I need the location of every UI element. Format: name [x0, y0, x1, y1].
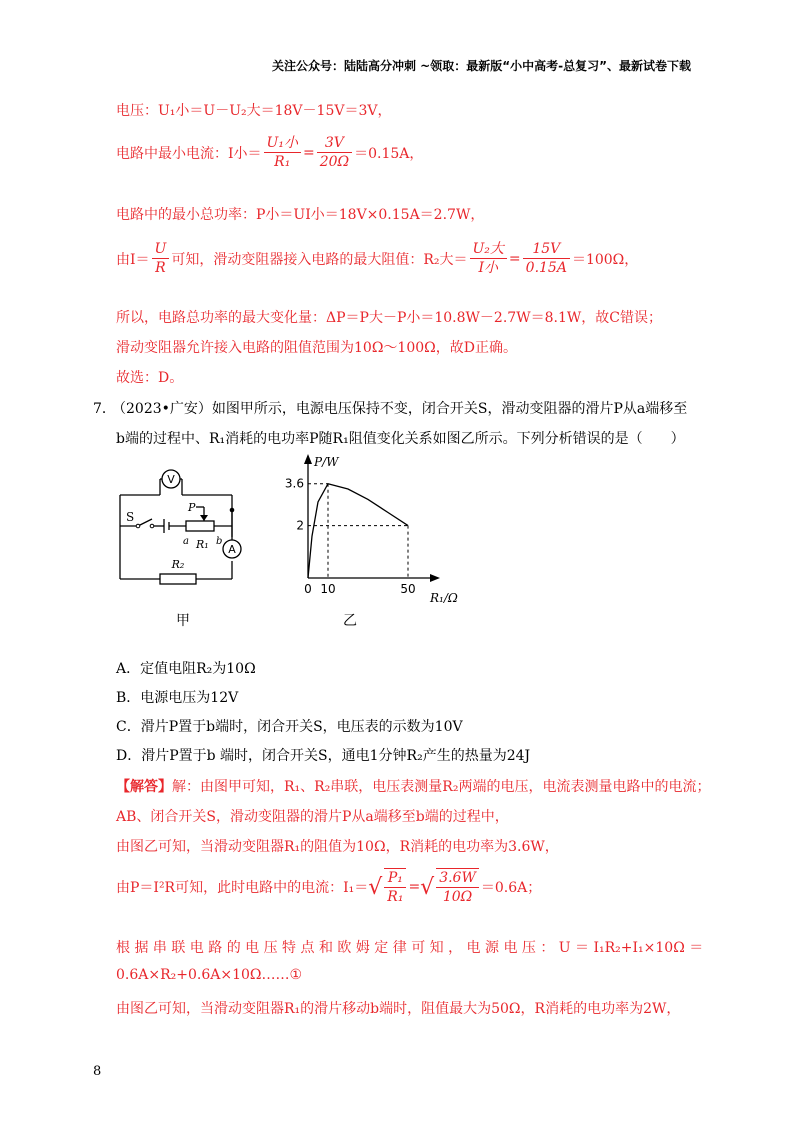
option-d: D．滑片P置于b 端时，闭合开关S，通电1分钟R₂产生的热量为24J [116, 748, 531, 764]
fraction [470, 240, 507, 277]
series-line [308, 484, 408, 578]
text: 电路中最小电流：I小＝ [116, 145, 262, 162]
numerator: U [152, 240, 170, 259]
answer-tag: 【解答】 [116, 779, 172, 795]
answer-current-formula: 由P＝I²R可知，此时电路中的电流：I₁＝ √ $\frac{\text{P₁}}{\text{R₁}}$ = √ $\frac{3.6W}{10\Omega}$ ＝0.6A； [116, 870, 542, 905]
ammeter-label: A [228, 543, 236, 556]
x-tick-label: 10 [320, 582, 336, 596]
solution-min-current: 电路中最小电流：I小＝ $\frac{\text{U₁小}}{\text{R₁}}$ = $\frac{3V}{20\Omega}$ ＝0.15A， [116, 135, 424, 170]
option-a: A．定值电阻R₂为10Ω [116, 661, 256, 677]
fraction [317, 134, 352, 171]
fraction [384, 868, 406, 906]
answer-line: 0.6A×R₂+0.6A×10Ω……① [116, 967, 303, 983]
y-tick-label: 2 [296, 518, 304, 533]
solution-answer: 故选：D。 [116, 370, 184, 386]
text: 由I＝ [116, 251, 150, 268]
end-b-label: b [216, 536, 223, 547]
slider-label: P [188, 501, 196, 514]
denominator: R₁ [387, 889, 404, 905]
text: ＝0.6A； [480, 880, 542, 896]
denominator: 10Ω [442, 889, 473, 905]
text: ＝100Ω， [571, 251, 639, 268]
numerator: U₂大 [470, 240, 507, 259]
x-tick-label: 50 [400, 582, 416, 596]
question-text: （2023•广安）如图甲所示，电源电压保持不变，闭合开关S，滑动变阻器的滑片P从a端移至 [112, 401, 688, 417]
solution-line: 滑动变阻器允许接入电路的阻值范围为10Ω～100Ω，故D正确。 [116, 340, 517, 356]
numerator: 3.6W [436, 869, 479, 888]
fraction [152, 240, 170, 277]
page-header: 关注公众号：陆陆高分冲刺 ~领取：最新版“小中高考-总复习”、最新试卷下载 [272, 59, 691, 73]
y-axis-label: P/W [314, 455, 339, 469]
answer-line: 根 据 串 联 电 路 的 电 压 特 点 和 欧 姆 定 律 可 知 ， 电 源 电 压 ： U ＝ I₁R₂+I₁×10Ω ＝ [116, 940, 704, 956]
r2-label: R₂ [171, 558, 185, 571]
answer-line: 由图乙可知，当滑动变阻器R₁的滑片移动b端时，阻值最大为50Ω，R消耗的电功率为2W， [116, 1001, 681, 1017]
r1-label: R₁ [196, 538, 209, 551]
figure-caption-left: 甲 [176, 613, 190, 629]
power-resistance-chart [270, 450, 470, 610]
numerator: U₁小 [264, 134, 301, 153]
denominator: I小 [478, 260, 498, 276]
question-text: b端的过程中、R₁消耗的电功率P随R₁阻值变化关系如图乙所示。下列分析错误的是（ ） [116, 431, 685, 447]
option-c: C．滑片P置于b端时，闭合开关S，电压表的示数为10V [116, 719, 463, 735]
question-number: 7． [93, 401, 116, 417]
figure-caption-right: 乙 [343, 613, 357, 629]
denominator: 0.15A [525, 260, 567, 276]
denominator: R [155, 260, 166, 276]
circuit-diagram [100, 455, 260, 630]
solution-line: 电路中的最小总功率：P小＝UI小＝18V×0.15A＝2.7W， [116, 207, 485, 223]
solution-line: 所以，电路总功率的最大变化量：ΔP＝P大－P小＝10.8W－2.7W＝8.1W，故C错误； [116, 310, 662, 326]
text: 解：由图甲可知，R₁、R₂串联，电压表测量R₂两端的电压，电流表测量电路中的电流； [172, 779, 711, 795]
text: ＝0.15A， [354, 145, 424, 162]
switch-label: S [126, 510, 135, 524]
answer-line [116, 776, 710, 796]
x-tick-label: 0 [304, 582, 312, 596]
answer-line: AB、闭合开关S，滑动变阻器的滑片P从a端移至b端的过程中， [116, 809, 509, 825]
solution-line: 电压：U₁小＝U－U₂大＝18V－15V＝3V， [116, 103, 392, 119]
answer-line: 由图乙可知，当滑动变阻器R₁的阻值为10Ω，R消耗的电功率为3.6W， [116, 839, 559, 855]
fraction [264, 134, 301, 171]
text: 由P＝I²R可知，此时电路中的电流：I₁＝ [116, 880, 369, 896]
denominator: R₁ [274, 154, 291, 170]
solution-max-resistance: 由I＝ $\frac{U}{R}$ 可知，滑动变阻器接入电路的最大阻值：R₂大＝ $\frac{\text{U₂大}}{\text{I小}}$ = $\frac{15V}{0.15A}$ ＝100Ω， [116, 241, 639, 276]
y-tick-label: 3.6 [284, 476, 304, 491]
option-b: B．电源电压为12V [116, 690, 239, 706]
page-number: 8 [93, 1064, 102, 1079]
fraction [523, 240, 570, 277]
voltmeter-label: V [167, 473, 175, 486]
x-axis-label: R₁/Ω [430, 591, 458, 605]
fraction [436, 868, 479, 906]
numerator: P₁ [384, 869, 406, 888]
numerator: 15V [523, 240, 570, 259]
denominator: 20Ω [319, 154, 350, 170]
text: 可知，滑动变阻器接入电路的最大阻值：R₂大＝ [171, 251, 468, 268]
numerator: 3V [317, 134, 352, 153]
end-a-label: a [183, 536, 189, 547]
